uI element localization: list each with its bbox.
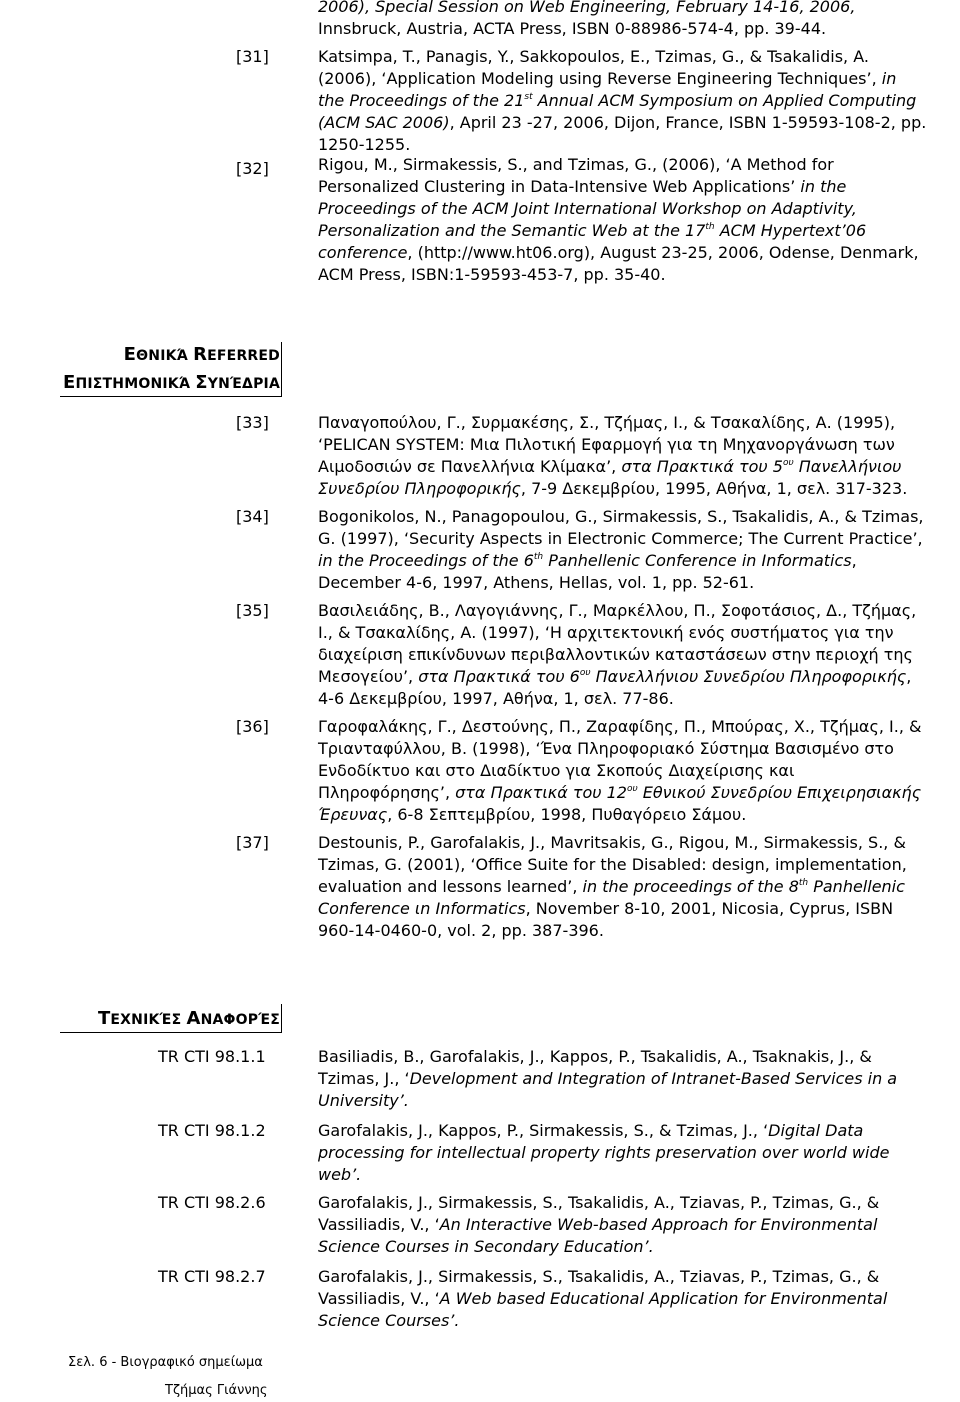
reference-label: [33] [236, 413, 269, 432]
tech-report-line: Vassiliadis, V., ‘A Web based Educational Application for Environmental [318, 1289, 888, 1308]
tech-report-line: Science Courses’. [318, 1311, 460, 1330]
tech-report-line: Tzimas, J., ‘Development and Integration of Intranet-Based Services in a [318, 1069, 898, 1088]
reference-line: διαχείριση επικίνδυνων περιβαλλοντικών καταστάσεων στην περιοχή της [318, 645, 913, 664]
tech-report-label: TR CTI 98.1.1 [158, 1047, 266, 1066]
section-heading-line: ΕΠΙΣΤΗΜΟΝΙΚΆ ΣΥΝΈΔΡΙΑ [62, 372, 280, 393]
reference-line: Έρευνας, 6-8 Σεπτεμβρίου, 1998, Πυθαγόρειο Σάμου. [318, 805, 747, 824]
reference-line: Proceedings of the ACM Joint International Workshop on Adaptivity, [318, 199, 857, 218]
reference-label: [31] [236, 47, 269, 66]
page-footer-author: Τζήμας Γιάννης [165, 1383, 268, 1398]
reference-line: Bogonikolos, N., Panagopoulou, G., Sirmakessis, S., Tsakalidis, A., & Tzimas, [318, 507, 924, 526]
section-rule [60, 396, 282, 397]
reference-line: Conference ιn Informatics, November 8-10, 2001, Nicosia, Cyprus, ISBN [318, 899, 894, 918]
tech-report-label: TR CTI 98.2.6 [158, 1193, 266, 1212]
reference-line: 960-14-0460-0, vol. 2, pp. 387-396. [318, 921, 604, 940]
tech-report-line: Garofalakis, J., Sirmakessis, S., Tsakalidis, A., Tziavas, P., Tzimas, G., & [318, 1267, 880, 1286]
reference-label: [34] [236, 507, 269, 526]
reference-line: Συνεδρίου Πληροφορικής, 7-9 Δεκεμβρίου, 1995, Αθήνα, 1, σελ. 317-323. [318, 479, 908, 498]
section-rule [281, 1004, 282, 1032]
tech-report-line: web’. [318, 1165, 362, 1184]
reference-line: December 4-6, 1997, Athens, Hellas, vol. 1, pp. 52-61. [318, 573, 755, 592]
reference-line: Rigou, M., Sirmakessis, S., and Tzimas, G., (2006), ‘A Method for [318, 155, 834, 174]
reference-line: Tzimas, G. (2001), ‘Office Suite for the Disabled: design, implementation, [318, 855, 907, 874]
section-rule [60, 1032, 282, 1033]
tech-report-line: Garofalakis, J., Kappos, P., Sirmakessis, S., & Tzimas, J., ‘Digital Data [318, 1121, 864, 1140]
reference-line: Ι., & Τσακαλίδης, Α. (1997), ‘Η αρχιτεκτονική ενός συστήματος για την [318, 623, 894, 642]
reference-line: Αιμοδοσιών σε Πανελλήνια Κλίμακα’, στα Πρακτικά του $5^{o\upsilon}$ Πανελλήνιου [318, 457, 902, 476]
tech-report-line: Science Courses in Secondary Education’. [318, 1237, 654, 1256]
section-heading-line: ΤΕΧΝΙΚΈΣ ΑΝΑΦΟΡΈΣ [97, 1008, 280, 1029]
reference-line: 1250-1255. [318, 135, 411, 154]
tech-report-line: University’. [318, 1091, 409, 1110]
reference-line: Personalized Clustering in Data-Intensive Web Applications’ in the [318, 177, 847, 196]
reference-line: G. (1997), ‘Security Aspects in Electronic Commerce; The Current Practice’, [318, 529, 923, 548]
reference-line: Παναγοπούλου, Γ., Συρμακέσης, Σ., Τζήμας, Ι., & Τσακαλίδης, Α. (1995), [318, 413, 896, 432]
reference-label: [36] [236, 717, 269, 736]
tech-report-line: Basiliadis, B., Garofalakis, J., Kappos, P., Tsakalidis, A., Tsaknakis, J., & [318, 1047, 872, 1066]
reference-line: Destounis, P., Garofalakis, J., Mavritsakis, G., Rigou, M., Sirmakessis, S., & [318, 833, 906, 852]
reference-line: conference, (http://www.ht06.org), August 23-25, 2006, Odense, Denmark, [318, 243, 919, 262]
reference-line: the Proceedings of the 21st Annual ACM Symposium on Applied Computing [318, 91, 917, 110]
tech-report-line: processing for intellectual property rights preservation over world wide [318, 1143, 890, 1162]
page-footer: Σελ. 6 - Βιογραφικό σημείωμα [68, 1355, 263, 1370]
reference-line: ‘PELICAN SYSTEM: Μια Πιλοτική Εφαρμογή για τη Μηχανοργάνωση των [318, 435, 895, 454]
reference-label: [32] [236, 159, 269, 178]
section-rule [281, 342, 282, 396]
tech-report-line: Garofalakis, J., Sirmakessis, S., Tsakalidis, A., Tziavas, P., Tzimas, G., & [318, 1193, 880, 1212]
reference-line: Πληροφόρησης’, στα Πρακτικά του $12^{o\upsilon}$ Εθνικού Συνεδρίου Επιχειρησιακής [318, 783, 922, 802]
reference-line: in the Proceedings of the 6th Panhellenic Conference in Informatics, [318, 551, 857, 570]
reference-line: ACM Press, ISBN:1-59593-453-7, pp. 35-40. [318, 265, 666, 284]
reference-line: evaluation and lessons learned’, in the proceedings of the 8th Panhellenic [318, 877, 905, 896]
section-heading-line: ΕΘΝΙΚΆ REFERRED [123, 344, 280, 365]
reference-line: Τριανταφύλλου, Β. (1998), ‘Ένα Πληροφοριακό Σύστημα Βασισμένο στο [318, 739, 894, 758]
reference-line: (ACM SAC 2006), April 23 -27, 2006, Dijon, France, ISBN 1-59593-108-2, pp. [318, 113, 927, 132]
reference-line: Ενδοδίκτυο και στο Διαδίκτυο για Σκοπούς Διαχείρισης και [318, 761, 795, 780]
reference-line: 4-6 Δεκεμβρίου, 1997, Αθήνα, 1, σελ. 77-86. [318, 689, 674, 708]
continued-ref-line: Innsbruck, Austria, ACTA Press, ISBN 0-88986-574-4, pp. 39-44. [318, 19, 827, 38]
reference-line: (2006), ‘Application Modeling using Reverse Engineering Techniques’, in [318, 69, 897, 88]
reference-label: [37] [236, 833, 269, 852]
tech-report-line: Vassiliadis, V., ‘An Interactive Web-based Approach for Environmental [318, 1215, 878, 1234]
continued-ref-line: 2006), Special Session on Web Engineering, February 14-16, 2006, [318, 0, 856, 16]
reference-line: Μεσογείου’, στα Πρακτικά του $6^{o\upsilon}$ Πανελλήνιου Συνεδρίου Πληροφορικής, [318, 667, 912, 686]
tech-report-label: TR CTI 98.2.7 [158, 1267, 266, 1286]
reference-line: Γαροφαλάκης, Γ., Δεστούνης, Π., Ζαραφίδης, Π., Μπούρας, Χ., Τζήμας, Ι., & [318, 717, 922, 736]
tech-report-label: TR CTI 98.1.2 [158, 1121, 266, 1140]
reference-label: [35] [236, 601, 269, 620]
reference-line: Βασιλειάδης, Β., Λαγογιάννης, Γ., Μαρκέλλου, Π., Σοφοτάσιος, Δ., Τζήμας, [318, 601, 917, 620]
reference-line: Personalization and the Semantic Web at the 17th ACM Hypertext’06 [318, 221, 867, 240]
reference-line: Katsimpa, T., Panagis, Y., Sakkopoulos, E., Tzimas, G., & Tsakalidis, A. [318, 47, 869, 66]
